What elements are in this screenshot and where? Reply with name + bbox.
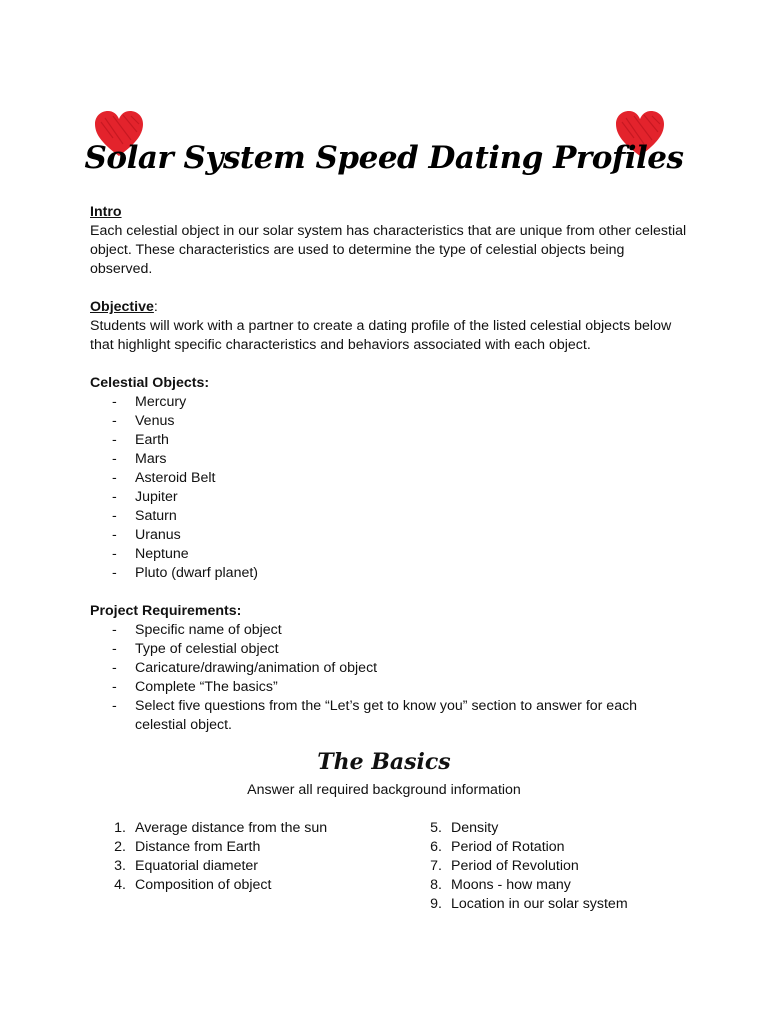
objective-section [90, 298, 690, 355]
list-item: - Complete “The basics” [90, 678, 690, 697]
item-text: Period of Rotation [451, 839, 565, 855]
list-item: - Asteroid Belt [90, 469, 690, 488]
list-item: - Jupiter [90, 488, 690, 507]
item-number: 5. [430, 820, 442, 836]
item-text: Distance from Earth [135, 839, 261, 855]
celestial-objects-heading: Celestial Objects: [90, 375, 210, 391]
document-body [90, 203, 690, 754]
list-item: - Uranus [90, 526, 690, 545]
objective-text: Students will work with a partner to create a dating profile of the listed celestial objects below that highlight specific characteristics and behaviors associated with each object. [90, 318, 672, 353]
item-number: 3. [114, 858, 126, 874]
item-number: 9. [430, 896, 442, 912]
basics-title: The Basics [317, 749, 451, 775]
item-number: 7. [430, 858, 442, 874]
list-item [426, 857, 628, 876]
objective-heading: Objective [90, 299, 154, 315]
item-number: 4. [114, 877, 126, 893]
basics-column-left [110, 819, 327, 895]
item-text: Composition of object [135, 877, 272, 893]
basics-column-right [426, 819, 628, 914]
intro-text: Each celestial object in our solar system has characteristics that are unique from other celestial object. These characteristics are used to determine the type of celestial objects being observed. [90, 223, 687, 277]
list-item: - Earth [90, 431, 690, 450]
objective-colon: : [153, 299, 158, 315]
intro-heading: Intro [90, 204, 122, 220]
item-text: Period of Revolution [451, 858, 579, 874]
list-item: - Select five questions from the “Let’s get to know you” section to answer for each celestial object. [90, 697, 690, 735]
item-number: 8. [430, 877, 442, 893]
item-number: 6. [430, 839, 442, 855]
list-item [110, 838, 327, 857]
list-item: - Saturn [90, 507, 690, 526]
item-text: Average distance from the sun [135, 820, 328, 836]
list-item: - Pluto (dwarf planet) [90, 564, 690, 583]
list-item: - Mars [90, 450, 690, 469]
list-item: - Venus [90, 412, 690, 431]
basics-subtitle: Answer all required background information [247, 782, 521, 798]
list-item [110, 819, 327, 838]
list-item: - Caricature/drawing/animation of object [90, 659, 690, 678]
list-item: - Mercury [90, 393, 690, 412]
list-item: - Specific name of object [90, 621, 690, 640]
list-item [426, 895, 628, 914]
item-text: Density [451, 820, 499, 836]
item-text: Equatorial diameter [135, 858, 259, 874]
list-item: - Type of celestial object [90, 640, 690, 659]
requirements-list [90, 621, 690, 735]
intro-section [90, 203, 690, 279]
celestial-objects-section [90, 374, 690, 583]
list-item [426, 819, 628, 838]
item-number: 1. [114, 820, 126, 836]
requirements-section [90, 602, 690, 735]
list-item [110, 876, 327, 895]
list-item [426, 876, 628, 895]
list-item: - Neptune [90, 545, 690, 564]
list-item [426, 838, 628, 857]
page-title: Solar System Speed Dating Profiles [84, 140, 684, 176]
item-text: Location in our solar system [451, 896, 628, 912]
item-text: Moons - how many [451, 877, 571, 893]
list-item [110, 857, 327, 876]
celestial-objects-list [90, 393, 690, 583]
requirements-heading: Project Requirements: [90, 603, 242, 619]
item-number: 2. [114, 839, 126, 855]
